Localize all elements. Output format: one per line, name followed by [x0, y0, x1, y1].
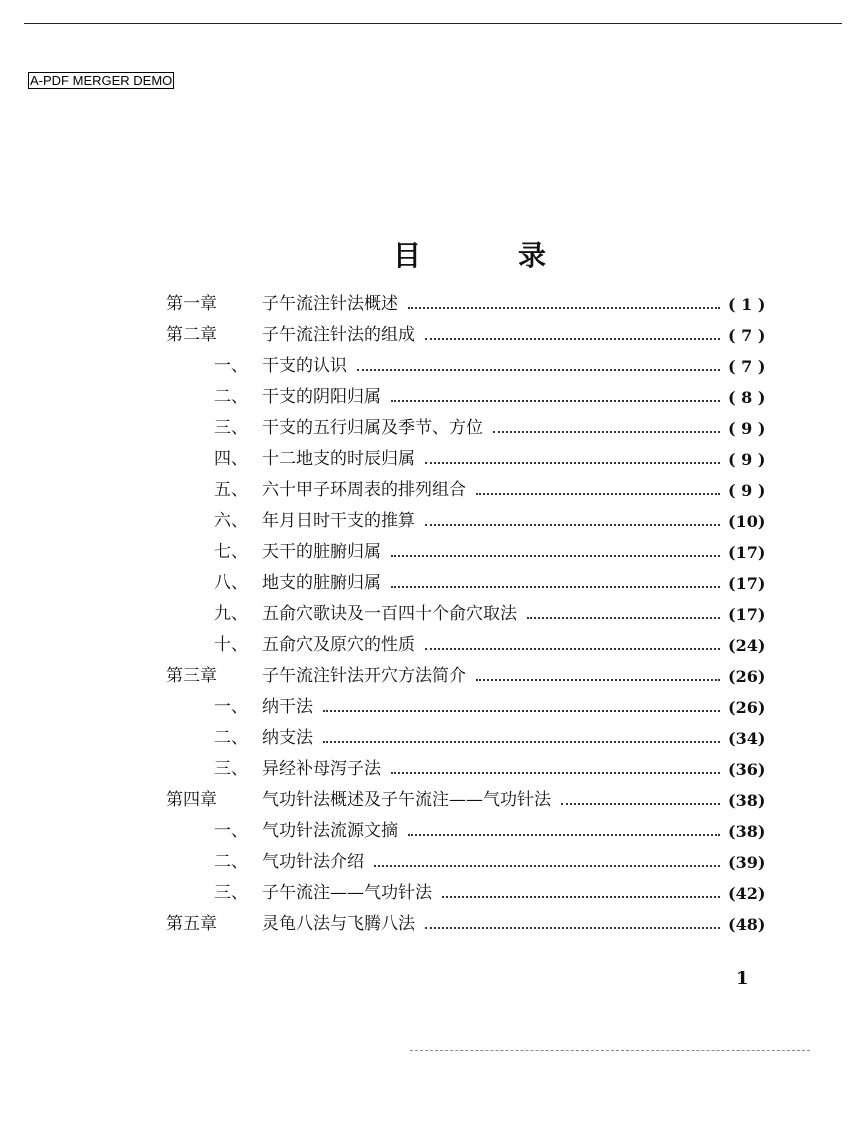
toc-entry-page: (36)	[728, 760, 766, 779]
toc-dot-leader	[391, 555, 720, 557]
toc-dot-leader	[425, 462, 720, 464]
toc-dot-leader	[374, 865, 720, 867]
toc-entry-title: 子午流注针法概述	[262, 294, 398, 314]
toc-section-entry	[166, 537, 786, 568]
toc-entry-number: 二、	[214, 387, 248, 407]
toc-dot-leader	[493, 431, 720, 433]
toc-entry-title: 五俞穴及原穴的性质	[262, 635, 415, 655]
toc-entry-number: 第三章	[166, 666, 217, 686]
toc-dot-leader	[476, 679, 720, 681]
toc-entry-title: 纳干法	[262, 697, 313, 717]
toc-entry-number: 五、	[214, 480, 248, 500]
toc-entry-title: 子午流注针法的组成	[262, 325, 415, 345]
bottom-scan-mark	[410, 1050, 810, 1051]
toc-entry-page: ( 9 )	[728, 450, 766, 469]
toc-section-entry	[166, 444, 786, 475]
toc-entry-title: 气功针法介绍	[262, 852, 364, 872]
toc-section-entry	[166, 816, 786, 847]
toc-entry-title: 子午流注针法开穴方法简介	[262, 666, 466, 686]
toc-section-entry	[166, 692, 786, 723]
toc-entry-page: (38)	[728, 791, 766, 810]
toc-entry-page: (17)	[728, 574, 766, 593]
toc-entry-title: 子午流注——气功针法	[262, 883, 432, 903]
toc-section-entry	[166, 599, 786, 630]
toc-entry-title: 干支的认识	[262, 356, 347, 376]
toc-entry-page: (17)	[728, 543, 766, 562]
toc-entry-page: (24)	[728, 636, 766, 655]
toc-entry-title: 气功针法流源文摘	[262, 821, 398, 841]
toc-entry-number: 三、	[214, 883, 248, 903]
watermark: A-PDF MERGER DEMO	[30, 73, 173, 88]
page-number: 1	[736, 968, 749, 989]
toc-dot-leader	[391, 586, 720, 588]
page-title	[0, 236, 866, 276]
title-char-1: 目	[393, 239, 422, 272]
toc-entry-number: 一、	[214, 356, 248, 376]
toc-entry-number: 第四章	[166, 790, 217, 810]
toc-entry-number: 一、	[214, 697, 248, 717]
toc-entry-title: 五俞穴歌诀及一百四十个俞穴取法	[262, 604, 517, 624]
toc-entry-page: (26)	[728, 667, 766, 686]
toc-dot-leader	[323, 710, 720, 712]
toc-entry-number: 一、	[214, 821, 248, 841]
toc-entry-title: 地支的脏腑归属	[262, 573, 381, 593]
toc-dot-leader	[476, 493, 720, 495]
toc-entry-number: 第五章	[166, 914, 217, 934]
toc-entry-number: 十、	[214, 635, 248, 655]
toc-entry-page: ( 9 )	[728, 419, 766, 438]
toc-chapter-entry	[166, 785, 786, 816]
toc-section-entry	[166, 878, 786, 909]
toc-dot-leader	[408, 834, 720, 836]
toc-entry-page: (48)	[728, 915, 766, 934]
toc-entry-number: 二、	[214, 728, 248, 748]
toc-dot-leader	[425, 927, 720, 929]
toc-section-entry	[166, 754, 786, 785]
toc-section-entry	[166, 413, 786, 444]
toc-section-entry	[166, 382, 786, 413]
toc-entry-number: 三、	[214, 418, 248, 438]
toc-entry-number: 八、	[214, 573, 248, 593]
toc-dot-leader	[323, 741, 720, 743]
toc-entry-number: 第二章	[166, 325, 217, 345]
toc-chapter-entry	[166, 661, 786, 692]
toc-dot-leader	[408, 307, 720, 309]
toc-entry-number: 四、	[214, 449, 248, 469]
toc-entry-title: 六十甲子环周表的排列组合	[262, 480, 466, 500]
toc-dot-leader	[391, 400, 720, 402]
toc-entry-number: 九、	[214, 604, 248, 624]
toc-section-entry	[166, 723, 786, 754]
toc-entry-page: (26)	[728, 698, 766, 717]
toc-section-entry	[166, 568, 786, 599]
toc-entry-title: 异经补母泻子法	[262, 759, 381, 779]
toc-entry-page: ( 9 )	[728, 481, 766, 500]
toc-entry-title: 十二地支的时辰归属	[262, 449, 415, 469]
toc-chapter-entry	[166, 909, 786, 940]
toc-section-entry	[166, 506, 786, 537]
toc-entry-page: ( 8 )	[728, 388, 766, 407]
top-rule	[24, 23, 842, 24]
toc-section-entry	[166, 475, 786, 506]
table-of-contents	[166, 289, 786, 940]
toc-entry-page: (42)	[728, 884, 766, 903]
toc-entry-page: ( 1 )	[728, 295, 766, 314]
toc-dot-leader	[391, 772, 720, 774]
toc-entry-title: 干支的五行归属及季节、方位	[262, 418, 483, 438]
toc-dot-leader	[425, 648, 720, 650]
toc-entry-page: (17)	[728, 605, 766, 624]
toc-entry-number: 七、	[214, 542, 248, 562]
toc-chapter-entry	[166, 320, 786, 351]
toc-dot-leader	[442, 896, 720, 898]
toc-entry-page: (39)	[728, 853, 766, 872]
toc-section-entry	[166, 351, 786, 382]
toc-dot-leader	[561, 803, 720, 805]
toc-entry-title: 气功针法概述及子午流注——气功针法	[262, 790, 551, 810]
toc-entry-title: 纳支法	[262, 728, 313, 748]
toc-section-entry	[166, 847, 786, 878]
toc-entry-title: 灵龟八法与飞腾八法	[262, 914, 415, 934]
toc-dot-leader	[357, 369, 720, 371]
toc-dot-leader	[425, 338, 720, 340]
title-char-2: 录	[518, 239, 547, 272]
toc-section-entry	[166, 630, 786, 661]
toc-entry-page: ( 7 )	[728, 326, 766, 345]
toc-dot-leader	[425, 524, 720, 526]
toc-entry-page: (10)	[728, 512, 766, 531]
toc-chapter-entry	[166, 289, 786, 320]
toc-entry-number: 第一章	[166, 294, 217, 314]
toc-entry-page: ( 7 )	[728, 357, 766, 376]
toc-entry-title: 干支的阴阳归属	[262, 387, 381, 407]
toc-entry-number: 六、	[214, 511, 248, 531]
toc-entry-number: 三、	[214, 759, 248, 779]
toc-entry-title: 年月日时干支的推算	[262, 511, 415, 531]
toc-entry-title: 天干的脏腑归属	[262, 542, 381, 562]
toc-entry-number: 二、	[214, 852, 248, 872]
toc-entry-page: (34)	[728, 729, 766, 748]
toc-entry-page: (38)	[728, 822, 766, 841]
toc-dot-leader	[527, 617, 720, 619]
